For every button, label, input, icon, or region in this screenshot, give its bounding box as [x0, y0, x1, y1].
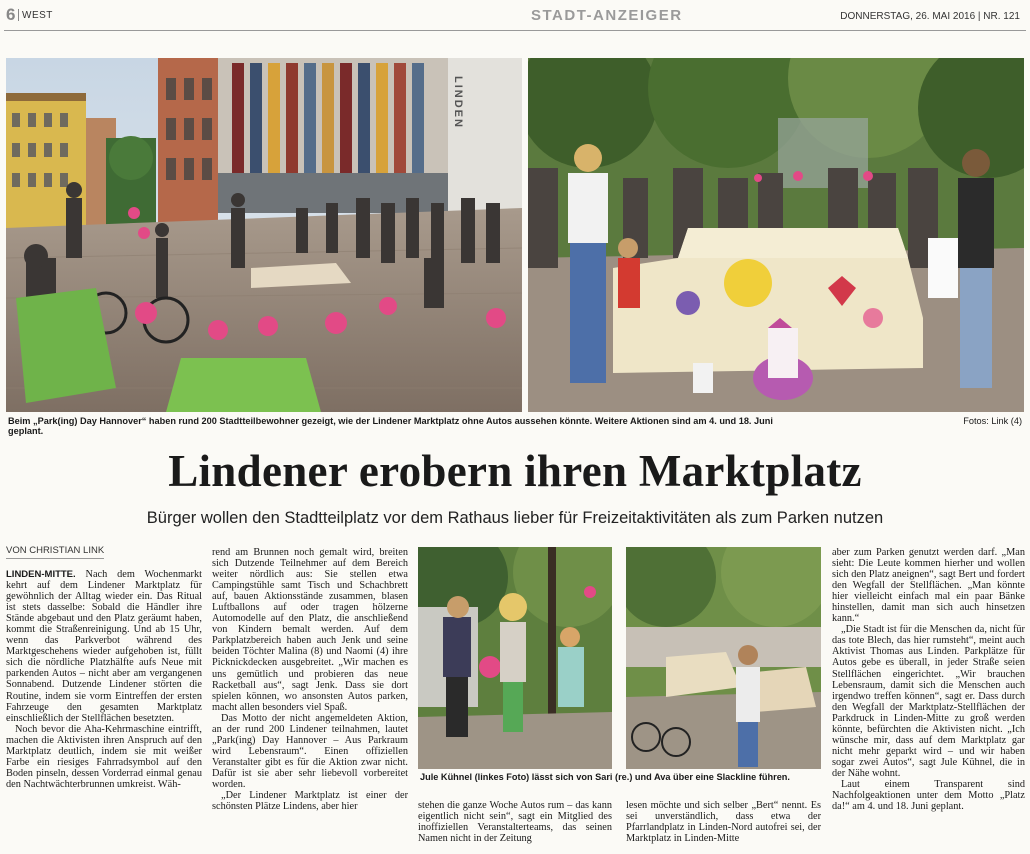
article-paragraph: Laut einem Transparent sind Nachfolgeaktionen unter dem Motto „Platz da!“ am 4. und 18. Juni geplant. [832, 778, 1025, 813]
paragraph-text: Nach dem Wochenmarkt kehrt auf dem Lindener Marktplatz für gewöhnlich der Alltag wieder ein. Das Ritual ist stets dasselbe: Sobald die Händler ihre Stände abgebaut und den Platz geräumt haben, kommt die Straßenreinigung. Und ab 15 Uhr, wenn das Parkverbot während des Marktgeschehens wieder aufgehoben ist, füllt sich die nördliche Platzhälfte aufs Neue mit parkenden Autos – nicht aber am vergangenen Sonnabend. Dutzende Lindener störten die Routine, indem sie vorm Eintreffen der ersten Fahrzeuge den gesamten Marktplatz einschließlich der Stellflächen besetzten. [6, 569, 202, 724]
article-paragraph [6, 569, 202, 724]
header-rule [4, 30, 1026, 31]
article-paragraph: Noch bevor die Aha-Kehrmaschine eintrifft, machen die Aktivisten ihren Anspruch auf den Marktplatz deutlich, indem sie mit weißer Farbe ein riesiges Fahrradsymbol auf den Boden pinseln, dessen Vorderrad einmal genau den Nachtwächterbrunnen umkreist. Wäh- [6, 723, 202, 790]
article-column-5 [832, 547, 1025, 812]
article-paragraph: rend am Brunnen noch gemalt wird, breiten sich Dutzende Teilnehmer auf dem Bereich weiter nördlich aus: Sie stellen etwa Campingstühle samt Tisch und Schachbrett auf, bauen Aktionsstände zusammen, blasen Luftballons auf oder tragen hölzerne Automodelle auf den Platz, die anschließend von Kindern bemalt werden. Auf dem Parkplatzbereich haben auch Jenk und seine beiden Töchter Malina (8) und Naomi (4) ihre Picknickdecken ausgebreitet. „Wir machen es uns gemütlich und probieren das neue Racketball aus“, sagt Jenk. Dass sie dort spielen können, wo ansonsten Autos parken, macht allen besonders viel Spaß. [212, 547, 408, 713]
article-column-4 [626, 800, 821, 844]
subheadline: Bürger wollen den Stadtteilplatz vor dem Rathaus lieber für Freizeitaktivitäten als zum Parken nutzen [146, 509, 884, 527]
page-number: 6 [6, 5, 16, 24]
photo-slackline-jule [418, 547, 612, 769]
photo-credit: Fotos: Link (4) [963, 416, 1022, 426]
top-photo-caption: Beim „Park(ing) Day Hannover“ haben rund 200 Stadtteilbewohner gezeigt, wie der Lindener Marktplatz ohne Autos aussehen könnte. Weitere Aktionen sind am 4. und 18. Juni geplant. [8, 416, 773, 436]
issue-date: DONNERSTAG, 26. MAI 2016 | NR. 121 [840, 11, 1020, 22]
photo-slackline-kids [626, 547, 821, 769]
section-label: WEST [22, 10, 53, 21]
headline: Lindener erobern ihren Marktplatz [168, 446, 862, 496]
article-column-1 [6, 569, 202, 790]
byline: VON CHRISTIAN LINK [6, 545, 104, 559]
building-sign-text: LINDEN [452, 76, 464, 129]
inline-photo-caption: Jule Kühnel (linkes Foto) lässt sich von Sari (re.) und Ava über eine Slackline führen. [420, 772, 790, 782]
article-paragraph: Das Motto der nicht angemeldeten Aktion, an der rund 200 Lindener teilnahmen, lautet „Park(ing) Day Hannover – Aus Parkraum wird Lebensraum“. Einen offiziellen Veranstalter gibt es für die Aktion zwar nicht. Dafür ist sie aber sehr liebevoll vorbereitet worden. [212, 712, 408, 790]
newspaper-name: STADT-ANZEIGER [531, 7, 683, 24]
article-paragraph: lesen möchte und sich selber „Bert“ nennt. Es sei unverständlich, dass etwa der Pfarrlandplatz in Linden-Nord autofrei sei, der Marktplatz in Linden-Mitte [626, 800, 821, 845]
header-divider [18, 9, 19, 21]
article-column-2 [212, 547, 408, 812]
article-paragraph: „Der Lindener Marktplatz ist einer der schönsten Plätze Lindens, aber hier [212, 790, 408, 813]
dateline: LINDEN-MITTE. [6, 569, 76, 580]
photo-market-square [6, 58, 522, 412]
photo-painted-car-model [528, 58, 1024, 412]
article-paragraph: aber zum Parken genutzt werden darf. „Man sieht: Die Leute kommen hierher und wollen sich den Platz aneignen“, sagt Bert und fordert den Wegfall der Stellflächen. „Man könnte hier vielleicht einfach mal ein paar Bänke hinstellen, damit man sich auch hinsetzen kann.“ [832, 547, 1025, 625]
article-paragraph: stehen die ganze Woche Autos rum – das kann eigentlich nicht sein“, sagt ein Mitglied des inoffiziellen Veranstalterteams, das seinen Namen nicht in der Zeitung [418, 800, 612, 845]
article-column-3 [418, 800, 612, 844]
article-paragraph: „Die Stadt ist für die Menschen da, nicht für das tote Blech, das hier rumsteht“, meint auch Aktivist Thomas aus Linden. Parkplätze für Autos gebe es überall, in jeder Straße seien Stellflächen eingerichtet. „Wir brauchen Lebensraum, damit sich die Menschen auch irgendwo treffen können“, sagt er. Dass durch den Wegfall der Marktplatz-Stellflächen der Parkdruck in Linden-Mitte zu groß werden könnte, befürchten die Aktivisten nicht. „Ich wünsche mir, dass auf dem Marktplatz gar nicht mehr geparkt wird – und wir haben sogar zwei Autos“, sagt Jule Kühnel, die in der Nähe wohnt. [832, 624, 1025, 779]
